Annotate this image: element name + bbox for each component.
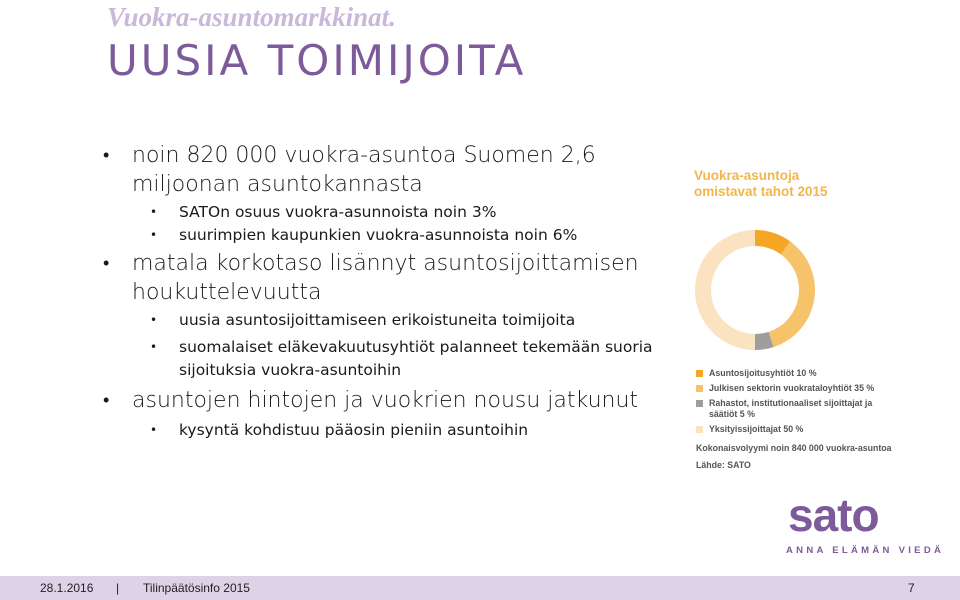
footer-title: Tilinpäätösinfo 2015 bbox=[143, 581, 250, 595]
legend-label: Julkisen sektorin vuokrataloyhtiöt 35 % bbox=[709, 383, 875, 393]
bullet-item: • asuntojen hintojen ja vuokrien nousu jatkunut bbox=[103, 386, 663, 415]
sub-bullet-item: • uusia asuntosijoittamiseen erikoistuneita toimijoita bbox=[103, 309, 663, 332]
slide-kicker: Vuokra-asuntomarkkinat. bbox=[107, 2, 396, 32]
slide-title: UUSIA TOIMIJOITA bbox=[107, 36, 527, 85]
sub-bullet-item: • kysyntä kohdistuu pääosin pieniin asuntoihin bbox=[103, 419, 663, 442]
footer-bar bbox=[0, 576, 960, 600]
bullet-item: • noin 820 000 vuokra-asuntoa Suomen 2,6 miljoonan asuntokannasta bbox=[103, 141, 663, 199]
footer-date: 28.1.2016 bbox=[40, 581, 94, 595]
legend-label: Asuntosijoitusyhtiöt 10 % bbox=[709, 368, 817, 378]
chart-title-text: Vuokra-asuntoja omistavat tahot 2015 bbox=[694, 168, 828, 199]
legend-item bbox=[696, 398, 879, 420]
donut-slice bbox=[695, 230, 755, 350]
legend-swatch bbox=[696, 426, 703, 433]
bullet-item: • matala korkotaso lisännyt asuntosijoittamisen houkuttelevuutta bbox=[103, 249, 663, 307]
logo-tagline: ANNA ELÄMÄN VIEDÄ bbox=[786, 545, 945, 556]
chart-legend bbox=[696, 368, 926, 471]
chart-note-source: Lähde: SATO bbox=[696, 460, 751, 470]
legend-item bbox=[696, 383, 926, 394]
footer-page-number: 7 bbox=[908, 581, 915, 595]
legend-label: Rahastot, institutionaaliset sijoittajat ja säätiöt 5 % bbox=[709, 398, 873, 419]
bullet-list bbox=[103, 141, 663, 442]
footer-separator: | bbox=[116, 581, 120, 595]
legend-swatch bbox=[696, 385, 703, 392]
legend-item bbox=[696, 368, 926, 379]
donut-slice bbox=[769, 241, 815, 347]
sub-bullet-item: • SATOn osuus vuokra-asunnoista noin 3% bbox=[103, 201, 663, 224]
sub-bullet-item: • suomalaiset eläkevakuutusyhtiöt palanneet tekemään suoria sijoituksia vuokra-asuntoihin bbox=[103, 336, 663, 382]
legend-item bbox=[696, 424, 926, 435]
legend-swatch bbox=[696, 400, 703, 407]
legend-swatch bbox=[696, 370, 703, 377]
chart-title bbox=[694, 168, 844, 200]
sub-bullet-item: • suurimpien kaupunkien vuokra-asunnoista noin 6% bbox=[103, 224, 663, 247]
legend-label: Yksityissijoittajat 50 % bbox=[709, 424, 804, 434]
chart-note-volume: Kokonaisvolyymi noin 840 000 vuokra-asuntoa bbox=[696, 443, 892, 453]
svg-text:sato: sato bbox=[788, 495, 879, 541]
sato-logo bbox=[786, 495, 926, 541]
donut-chart bbox=[690, 225, 820, 355]
